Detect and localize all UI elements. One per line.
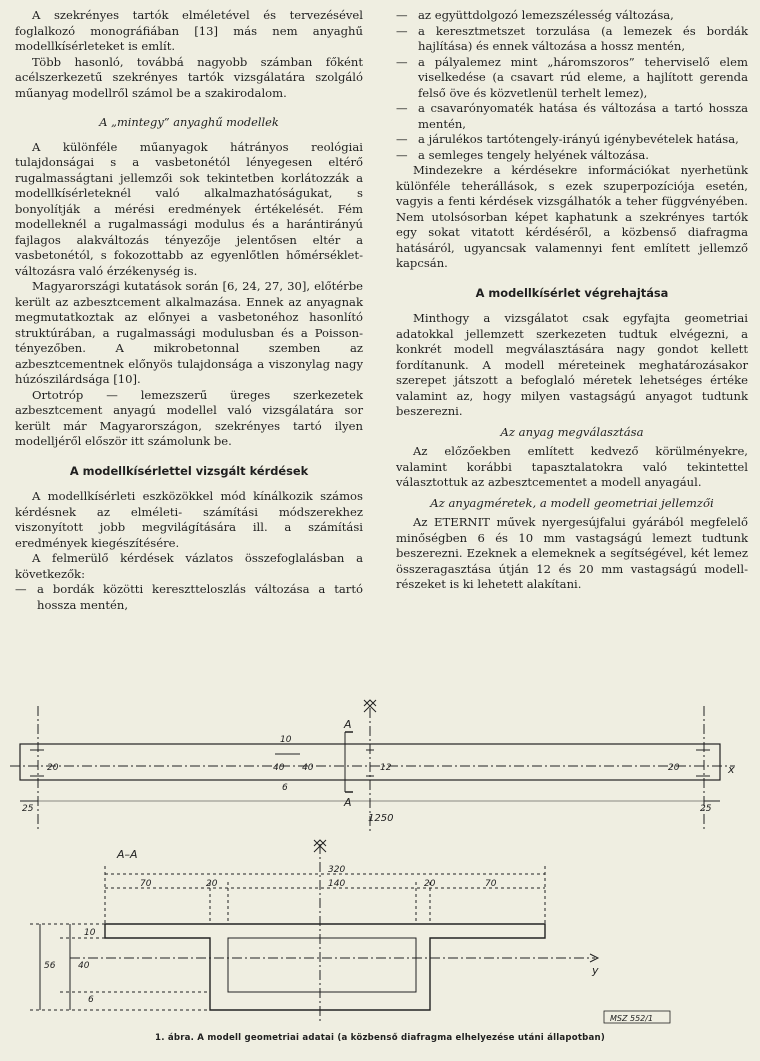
dim-label: 10: [84, 928, 96, 938]
dim-label: 320: [328, 865, 346, 875]
subsection-heading: Az anyagméretek, a modell geometriai jellemzői: [430, 495, 714, 510]
section-mark-label: A: [344, 796, 352, 809]
axis-label: x: [728, 763, 735, 776]
paragraph: Több hasonló, továbbá nagyobb számban főként acélszerkezetű szekrényes tartók vizsgálatára szolgáló műanyag modellről számol be a szakirodalom.: [15, 54, 363, 100]
section-heading: A modellkísérlettel vizsgált kérdések: [69, 463, 309, 478]
dim-label: 20: [206, 879, 218, 889]
dim-label: 40: [78, 961, 90, 971]
left-column: [15, 8, 363, 613]
paragraph: Minthogy a vizsgálatot csak egyfajta geometriai adatokkal jellemzett szerkezeten tudtuk elvégezni, a konkrét modell megválasztására nagy gondot kellett fordítanunk. A modell méreteinek meghatározásakor szerepet játszott a befoglaló méretek lehetséges értéke valamint az, hogy milyen vastagságú anyagot tudtunk beszerezni.: [396, 311, 748, 418]
list-item: — a keresztmetszet torzulása (a lemezek és bordák hajlítása) és ennek változása a hossz mentén,: [396, 23, 748, 53]
paragraph: Ortotróp — lemezszerű üreges szerkezetek azbesztcement anyagú modellel való vizsgálatára sor került már Magyarországon, szekrényes tartó ilyen modelljéről először itt számolunk be.: [15, 387, 363, 448]
figure-caption: 1. ábra. A modell geometriai adatai (a közbenső diafragma elhelyezése utáni állapotban): [155, 1033, 605, 1043]
list-item: — a semleges tengely helyének változása.: [396, 147, 649, 162]
section-title: A–A: [117, 848, 138, 861]
list-item: — a bordák közötti keresztteloszlás változása a tartó hossza mentén,: [15, 582, 363, 612]
dim-label: 25: [22, 804, 34, 814]
list-item: — a csavarónyomaték hatása és változása a tartó hossza mentén,: [396, 101, 748, 131]
dim-label: 140: [328, 879, 346, 889]
list-item: — az együttdolgozó lemezszélesség változása,: [396, 8, 674, 22]
dim-label: 12: [380, 763, 392, 773]
model-geometry-figure: [0, 696, 760, 1026]
paragraph: Az előzőekben említett kedvező körülményekre, valamint korábbi tapasztalatokra való tekintettel választottuk az azbesztcementet a modell anyagául.: [396, 444, 748, 489]
drawing-stamp: MSZ 552/1: [610, 1014, 654, 1023]
subsection-heading: Az anyag megválasztása: [500, 424, 644, 439]
paragraph: A felmerülő kérdések vázlatos összefoglalásban a következők:: [15, 551, 363, 581]
list-item: — a pályalemez mint „háromszoros” teherviselő elem viselkedése (a csavart rúd eleme, a hajlított gerenda felső öve és közvetlenül terhelt lemez),: [396, 54, 748, 100]
dim-label: 6: [88, 995, 94, 1005]
paragraph: A különféle műanyagok hátrányos reológiai tulajdonságai s a vasbetonétól lényegesen eltérő rugalmasságtani jellemzői sok tekintetben korlátozzák a modellkísérleteknél való alkalmazhatóságukat, s bonyolítják a mérési eredmények értékelését. Fém modelleknél a rugalmassági modulus és a harántirányú fajlagos alakváltozás tényezője jelentősen eltér a vasbetonétól, s fokozottabb az egyenlőtlen hőmérséklet-változásra való érzékenység is.: [15, 139, 363, 278]
paragraph: Magyarországi kutatások során [6, 24, 27, 30], előtérbe került az azbesztcement alkalmazása. Ennek az anyagnak megmutatkoztak az előnyei a vasbetonéhoz hasonlító struktúrában, a rugalmassági modulusban és a Poisson-tényezőben. A mikrobetonnal szemben az azbesztcementnek előnyös tulajdonsága a viszonylag nagy húzószilárdsága [10].: [15, 279, 363, 386]
dim-label: 25: [700, 804, 712, 814]
beam-elevation: [10, 700, 735, 831]
dim-label: 40: [302, 763, 314, 773]
dim-label: 10: [280, 735, 292, 745]
dim-label: 1250: [368, 813, 394, 824]
dim-label: 20: [424, 879, 436, 889]
right-column: [396, 8, 748, 593]
dim-label: 6: [282, 783, 288, 793]
paragraph: Az ETERNIT művek nyergesújfalui gyárából megfelelő minőségben 6 és 10 mm vastagságú lemezt tudtunk beszerezni. Ezeknek a elemeknek a segítségével, két lemez összeragasztása útján 12 és 20 mm vastagságú modell-részeket is ki lehetett alakítani.: [396, 515, 748, 591]
dim-label: 70: [140, 879, 152, 889]
dim-label: 40: [273, 763, 285, 773]
paragraph: Mindezekre a kérdésekre információkat nyerhetünk különféle teherállások, s ezek szuperpozíciója esetén, vagyis a fenti kérdések vizsgálhatók a teher függvényében. Nem utolsósorban képet kaphatunk a szekrényes tartók egy sokat vitatott kérdéséről, a közbenső diafragma hatásáról, ugyancsak valamennyi fent említett jellemző kapcsán.: [396, 163, 748, 270]
section-heading: A modellkísérlet végrehajtása: [475, 285, 669, 300]
dim-label: 20: [47, 763, 59, 773]
paragraph: A modellkísérleti eszközökkel mód kínálkozik számos kérdésnek az elméleti- számítási módszerekhez viszonyított jobb megvilágítására ill. a számítási eredmények kiegészítésére.: [15, 489, 363, 550]
section-heading: A „mintegy” anyaghű modellek: [99, 115, 279, 129]
dim-label: 70: [485, 879, 497, 889]
dim-label: 20: [668, 763, 680, 773]
axis-label: y: [592, 964, 599, 977]
dim-label: 56: [44, 961, 56, 971]
section-mark-label: A: [344, 718, 352, 731]
cross-section: [30, 840, 598, 1021]
list-item: — a járulékos tartótengely-irányú igénybevételek hatása,: [396, 132, 739, 146]
paragraph: A szekrényes tartók elméletével és tervezésével foglalkozó monográfiában [13] más nem anyaghű modellkísérleteket is említ.: [15, 8, 363, 53]
